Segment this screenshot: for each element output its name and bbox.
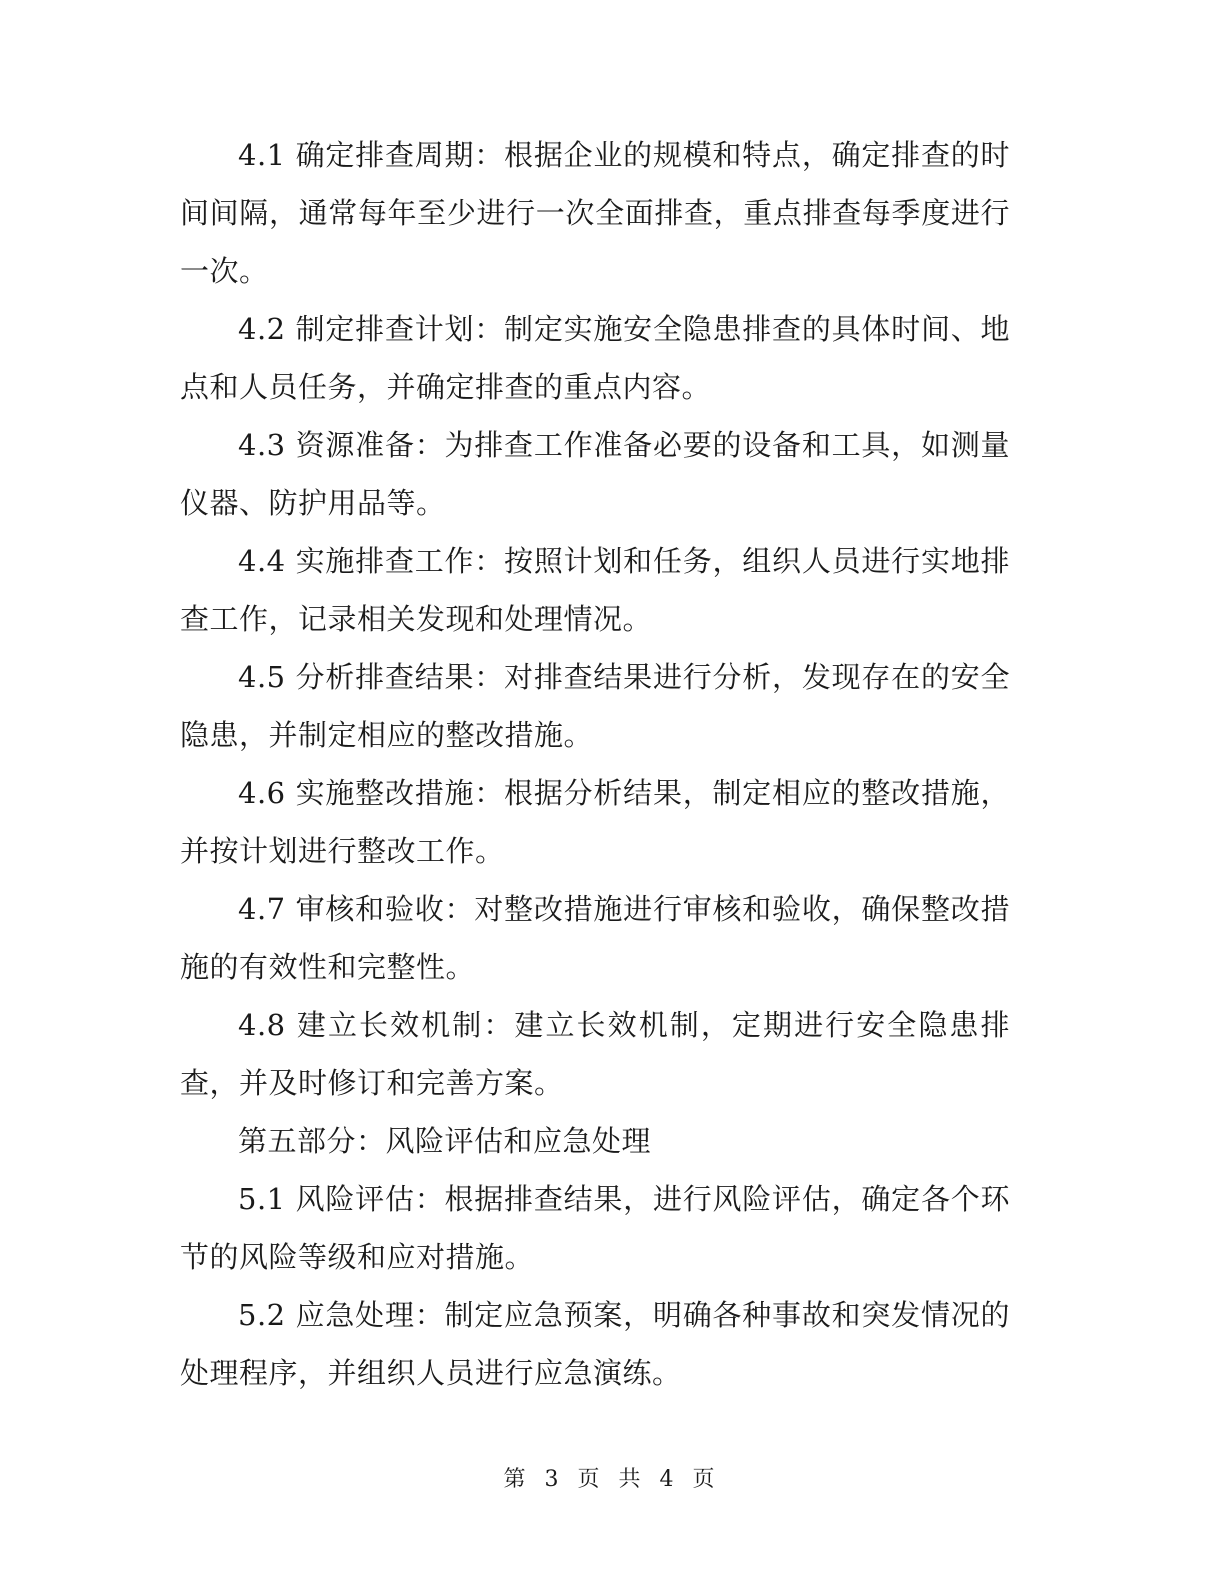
paragraph-5-2: 5.2 应急处理：制定应急预案，明确各种事故和突发情况的处理程序，并组织人员进行应急演练。 [180, 1298, 1010, 1390]
paragraph-4-1: 4.1 确定排查周期：根据企业的规模和特点，确定排查的时间间隔，通常每年至少进行一次全面排查，重点排查每季度进行一次。 [180, 138, 1010, 288]
document-body [180, 126, 1010, 1402]
paragraph-5-1: 5.1 风险评估：根据排查结果，进行风险评估，确定各个环节的风险等级和应对措施。 [180, 1182, 1010, 1274]
paragraph-4-4: 4.4 实施排查工作：按照计划和任务，组织人员进行实地排查工作，记录相关发现和处理情况。 [180, 544, 1010, 636]
paragraph-4-6: 4.6 实施整改措施：根据分析结果，制定相应的整改措施，并按计划进行整改工作。 [180, 776, 1010, 868]
paragraph-4-5: 4.5 分析排查结果：对排查结果进行分析，发现存在的安全隐患，并制定相应的整改措施。 [180, 660, 1010, 752]
page-footer: 第 3 页 共 4 页 [503, 1467, 721, 1492]
section-heading-part-5: 第五部分：风险评估和应急处理 [238, 1124, 652, 1158]
paragraph-4-3: 4.3 资源准备：为排查工作准备必要的设备和工具，如测量仪器、防护用品等。 [180, 428, 1010, 520]
paragraph-4-2: 4.2 制定排查计划：制定实施安全隐患排查的具体时间、地点和人员任务，并确定排查的重点内容。 [180, 312, 1010, 404]
paragraph-4-8: 4.8 建立长效机制：建立长效机制，定期进行安全隐患排查，并及时修订和完善方案。 [180, 1008, 1010, 1100]
paragraph-4-7: 4.7 审核和验收：对整改措施进行审核和验收，确保整改措施的有效性和完整性。 [180, 892, 1010, 984]
